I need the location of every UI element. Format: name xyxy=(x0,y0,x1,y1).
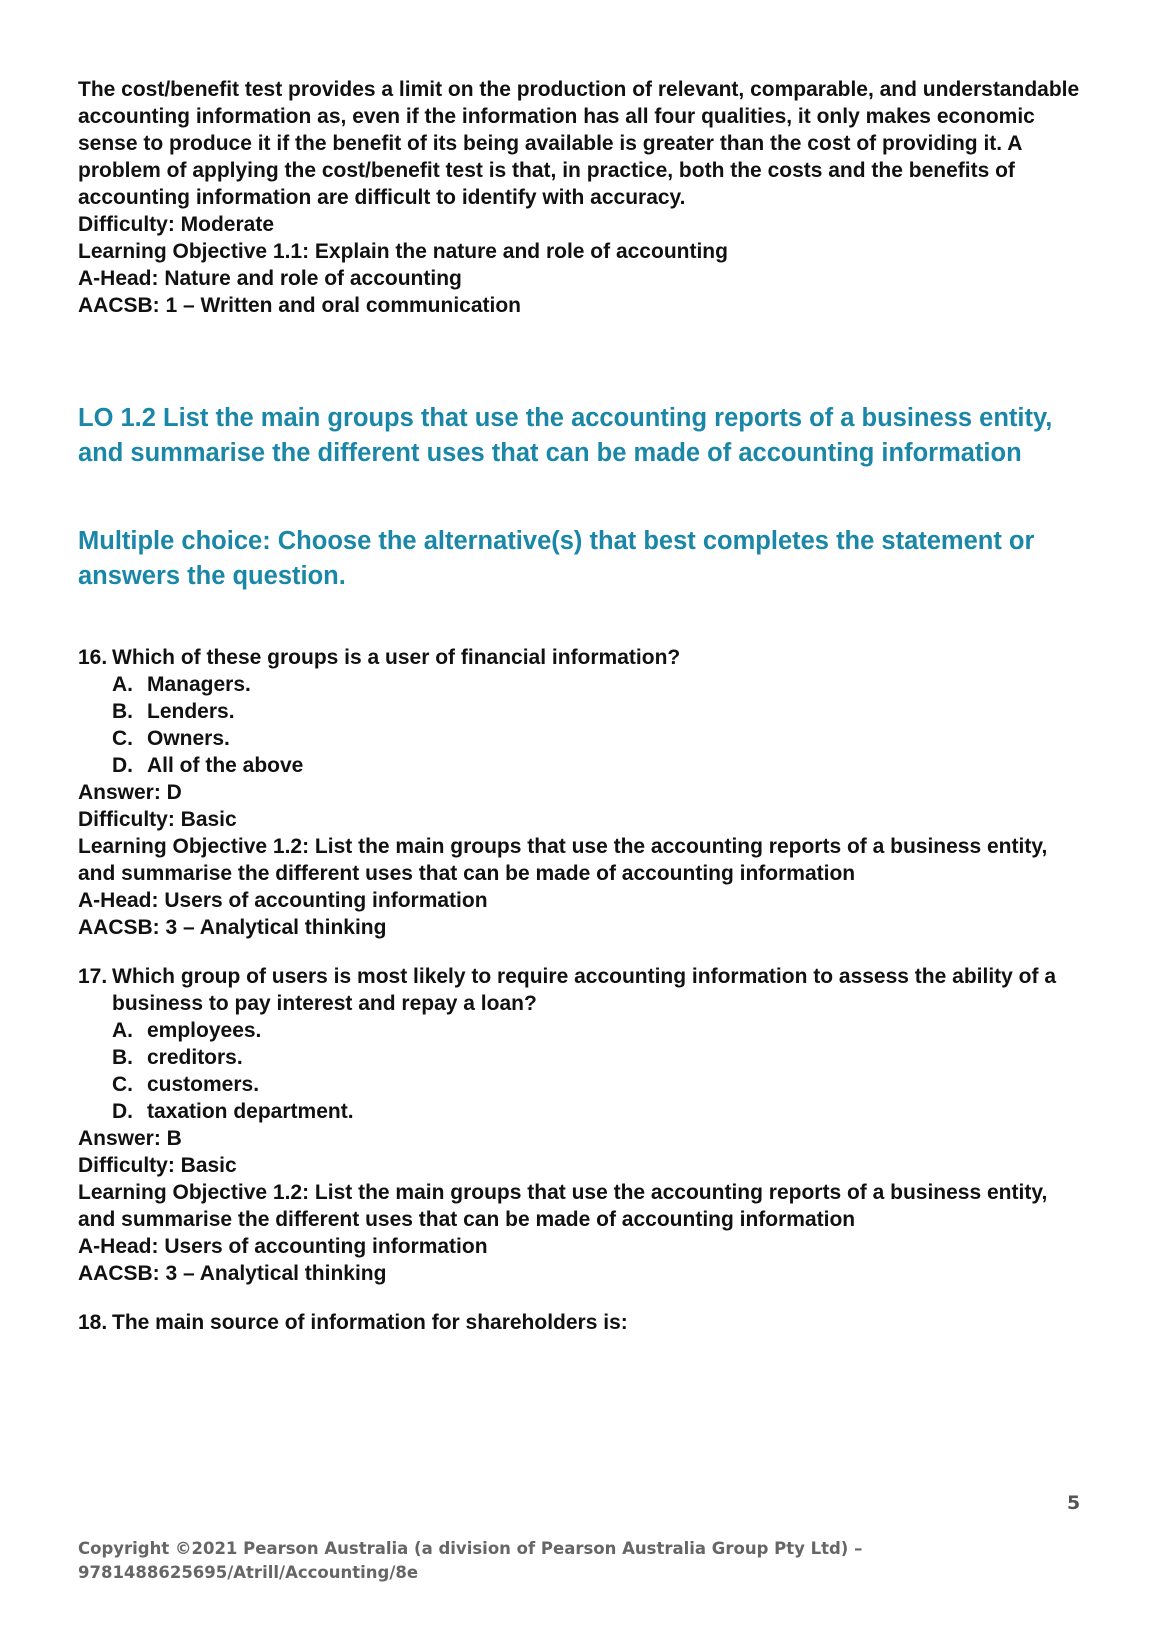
a-head: A-Head: Users of accounting information xyxy=(78,889,488,912)
option-text: All of the above xyxy=(147,754,304,777)
question-18 xyxy=(78,1309,1088,1336)
options-list xyxy=(78,671,1088,779)
question-text: The main source of information for shareholders is: xyxy=(112,1311,628,1334)
question-number: 17. xyxy=(78,965,108,988)
question-16 xyxy=(78,644,1088,941)
option-letter: A. xyxy=(112,1019,133,1042)
option-text: Lenders. xyxy=(147,700,235,723)
option-letter: C. xyxy=(112,1073,133,1096)
option-a xyxy=(112,671,1088,698)
option-b xyxy=(112,1044,1088,1071)
answer: Answer: D xyxy=(78,781,182,804)
footer-line-2: 9781488625695/Atrill/Accounting/8e xyxy=(78,1563,419,1582)
option-text: taxation department. xyxy=(147,1100,354,1123)
option-letter: B. xyxy=(112,700,133,723)
option-text: Managers. xyxy=(147,673,251,696)
option-text: Owners. xyxy=(147,727,230,750)
question-17 xyxy=(78,963,1088,1287)
option-d xyxy=(112,752,1088,779)
mc-heading: Multiple choice: Choose the alternative(s) that best completes the statement or answers the question. xyxy=(78,527,1035,590)
aacsb: AACSB: 3 – Analytical thinking xyxy=(78,1262,387,1285)
option-c xyxy=(112,725,1088,752)
option-text: employees. xyxy=(147,1019,262,1042)
answer: Answer: B xyxy=(78,1127,182,1150)
copyright-footer xyxy=(78,1537,978,1585)
aacsb: AACSB: 3 – Analytical thinking xyxy=(78,916,387,939)
options-list xyxy=(78,1017,1088,1125)
option-letter: B. xyxy=(112,1046,133,1069)
intro-section xyxy=(78,76,1088,319)
lo-heading: LO 1.2 List the main groups that use the accounting reports of a business entity, and summarise the different uses that can be made of accounting information xyxy=(78,404,1053,467)
option-text: creditors. xyxy=(147,1046,243,1069)
question-meta xyxy=(78,779,1088,941)
option-a xyxy=(112,1017,1088,1044)
option-letter: A. xyxy=(112,673,133,696)
option-b xyxy=(112,698,1088,725)
question-meta xyxy=(78,1125,1088,1287)
document-page xyxy=(78,76,1088,1336)
option-letter: D. xyxy=(112,754,133,777)
difficulty: Difficulty: Basic xyxy=(78,808,237,831)
page-number: 5 xyxy=(1067,1492,1081,1514)
intro-paragraph: The cost/benefit test provides a limit on the production of relevant, comparable, and understandable accounting information as, even if the information has all four qualities, it only makes economic sense to produce it if the benefit of its being available is greater than the cost of providing it. A problem of applying the cost/benefit test is that, in practice, both the costs and the benefits of accounting information are difficult to identify with accuracy. xyxy=(78,78,1080,209)
question-number: 16. xyxy=(78,646,108,669)
difficulty: Difficulty: Basic xyxy=(78,1154,237,1177)
question-text: Which group of users is most likely to require accounting information to assess the ability of a business to pay interest and repay a loan? xyxy=(112,965,1056,1015)
option-d xyxy=(112,1098,1088,1125)
option-letter: C. xyxy=(112,727,133,750)
option-c xyxy=(112,1071,1088,1098)
learning-objective: Learning Objective 1.2: List the main groups that use the accounting reports of a business entity, and summarise the different uses that can be made of accounting information xyxy=(78,1181,1048,1231)
a-head: A-Head: Users of accounting information xyxy=(78,1235,488,1258)
question-number: 18. xyxy=(78,1311,108,1334)
footer-line-1: Copyright ©2021 Pearson Australia (a division of Pearson Australia Group Pty Ltd) – xyxy=(78,1539,863,1558)
intro-learning-objective: Learning Objective 1.1: Explain the nature and role of accounting xyxy=(78,240,728,263)
question-text: Which of these groups is a user of financial information? xyxy=(112,646,681,669)
option-text: customers. xyxy=(147,1073,260,1096)
learning-objective: Learning Objective 1.2: List the main groups that use the accounting reports of a business entity, and summarise the different uses that can be made of accounting information xyxy=(78,835,1048,885)
intro-difficulty: Difficulty: Moderate xyxy=(78,213,275,236)
intro-aacsb: AACSB: 1 – Written and oral communication xyxy=(78,294,521,317)
option-letter: D. xyxy=(112,1100,133,1123)
intro-a-head: A-Head: Nature and role of accounting xyxy=(78,267,462,290)
